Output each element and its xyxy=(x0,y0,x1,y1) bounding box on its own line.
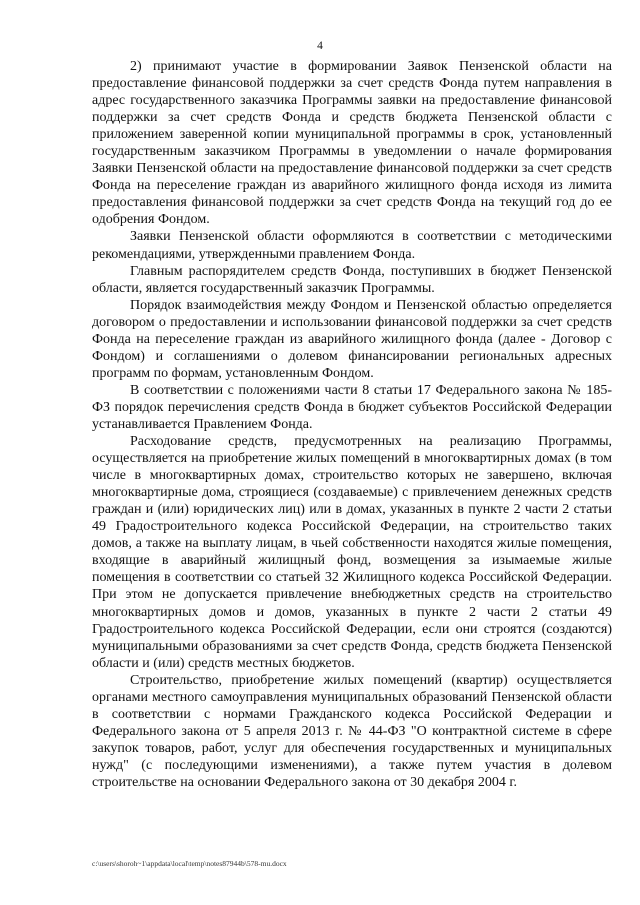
paragraph-transfer-procedure: В соответствии с положениями части 8 статьи 17 Федерального закона № 185-ФЗ порядок перечисления средств Фонда в бюджет субъектов Российской Федерации устанавливается Правлением Фонда. xyxy=(92,382,612,432)
paragraph-interaction-procedure: Порядок взаимодействия между Фондом и Пензенской областью определяется договором о предоставлении и использовании финансовой поддержки за счет средств Фонда на переселение граждан из аварийного жилищного фонда (далее - Договор с Фондом) и соглашениями о долевом финансировании региональных адресных программ по формам, установленным Фондом. xyxy=(92,297,612,381)
paragraph-participation-item-2: 2) принимают участие в формировании Заявок Пензенской области на предоставление финансовой поддержки за счет средств Фонда путем направления в адрес государственного заказчика Программы заявки на предоставление финансовой поддержки за счет средств Фонда и средств бюджета Пензенской области с приложением заверенной копии муниципальной программы в срок, установленный государственным заказчиком Программы в уведомлении о начале формирования Заявки Пензенской области на предоставление финансовой поддержки за счет средств Фонда на переселение граждан из аварийного жилищного фонда исходя из лимита предоставления финансовой поддержки за счет средств Фонда на текущий год до ее одобрения Фондом. xyxy=(92,59,612,228)
paragraph-chief-administrator: Главным распорядителем средств Фонда, поступивших в бюджет Пензенской области, является государственный заказчик Программы. xyxy=(92,263,612,296)
paragraph-applications-format: Заявки Пензенской области оформляются в соответствии с методическими рекомендациями, утвержденными правлением Фонда. xyxy=(92,229,612,262)
page-number: 4 xyxy=(317,40,323,52)
paragraph-spending-of-funds: Расходование средств, предусмотренных на реализацию Программы, осуществляется на приобретение жилых помещений в многоквартирных домах (в том числе в многоквартирных домах, строительство которых не завершено, включая многоквартирные дома, строящиеся (создаваемые) с привлечением денежных средств граждан и (или) юридических лиц) или в домах, указанных в пункте 2 части 2 статьи 49 Градостроительного кодекса Российской Федерации, на строительство таких домов, а также на выплату лицам, в чьей собственности находятся жилые помещения, входящие в аварийный жилищный фонд, возмещения за изымаемые жилые помещения в соответствии со статьей 32 Жилищного кодекса Российской Федерации. При этом не допускается привлечение внебюджетных средств на строительство многоквартирных домов и домов, указанных в пункте 2 части 2 статьи 49 Градостроительного кодекса Российской Федерации, если они строятся (создаются) муниципальными образованиями за счет средств Фонда, средств бюджета Пензенской области и (или) средств местных бюджетов. xyxy=(92,434,612,671)
footer-file-path: c:\users\shoroh~1\appdata\local\temp\notes87944b\578-mu.docx xyxy=(92,859,287,868)
paragraph-construction-acquisition: Строительство, приобретение жилых помещений (квартир) осуществляется органами местного самоуправления муниципальных образований Пензенской области в соответствии с нормами Гражданского кодекса Российской Федерации и Федерального закона от 5 апреля 2013 г. № 44-ФЗ "О контрактной системе в сфере закупок товаров, работ, услуг для обеспечения государственных и муниципальных нужд" (с последующими изменениями), а также путем участия в долевом строительстве на основании Федерального закона от 30 декабря 2004 г. xyxy=(92,672,612,790)
document-body xyxy=(92,58,612,791)
